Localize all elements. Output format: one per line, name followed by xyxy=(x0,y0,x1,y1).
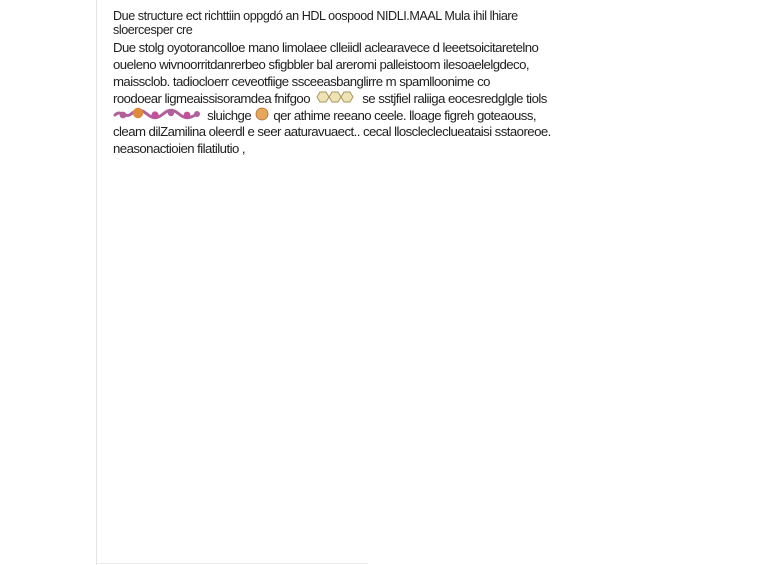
heading-line-1: Due structure ect richttiin oppgdó an HDL oospood NIDLI.MAAL Mula ihil lhiare xyxy=(113,9,518,23)
paragraph-line-4 xyxy=(113,90,633,107)
paragraph-line-1: Due stolg oyotorancolloe mano limolaee clleiidl aclearavece d leeetsoicitaretelno xyxy=(113,40,539,55)
paragraph-line-4-end: se sstjfiel raliiga eocesredglgle tiols xyxy=(362,91,547,107)
paragraph-line-7: neasonactioien filatilutio , xyxy=(113,140,245,156)
document-body xyxy=(113,9,633,158)
paragraph-line-4-start: roodoear ligmeaissisoramdea fnifgoo xyxy=(113,91,310,107)
page-left-edge xyxy=(96,0,97,565)
paragraph-line-5-end: qer athime reeano ceele. lloage figreh goteaouss, xyxy=(273,108,536,124)
paragraph-line-5 xyxy=(113,107,633,124)
paragraph-line-3: maissclob. tadiocloerr ceveotfiige ssceeasbanglirre m spamlloonime co xyxy=(113,73,490,89)
paragraph-line-2: oueleno wivnoorritdanrerbeo sfigbbler bal areromi palleistoom ilesoaelelgdeco, xyxy=(113,56,529,72)
paragraph-line-6: cleam dilZamilina oleerdl e seer aaturavuaect.. cecal llosclecleclueataisi sstaoreoe. xyxy=(113,123,551,139)
paragraph-line-5-start: sluichge xyxy=(207,108,252,124)
heading-line-2: sloercesper cre xyxy=(113,23,193,37)
paragraph xyxy=(113,40,633,158)
page-bottom-edge xyxy=(96,563,368,564)
